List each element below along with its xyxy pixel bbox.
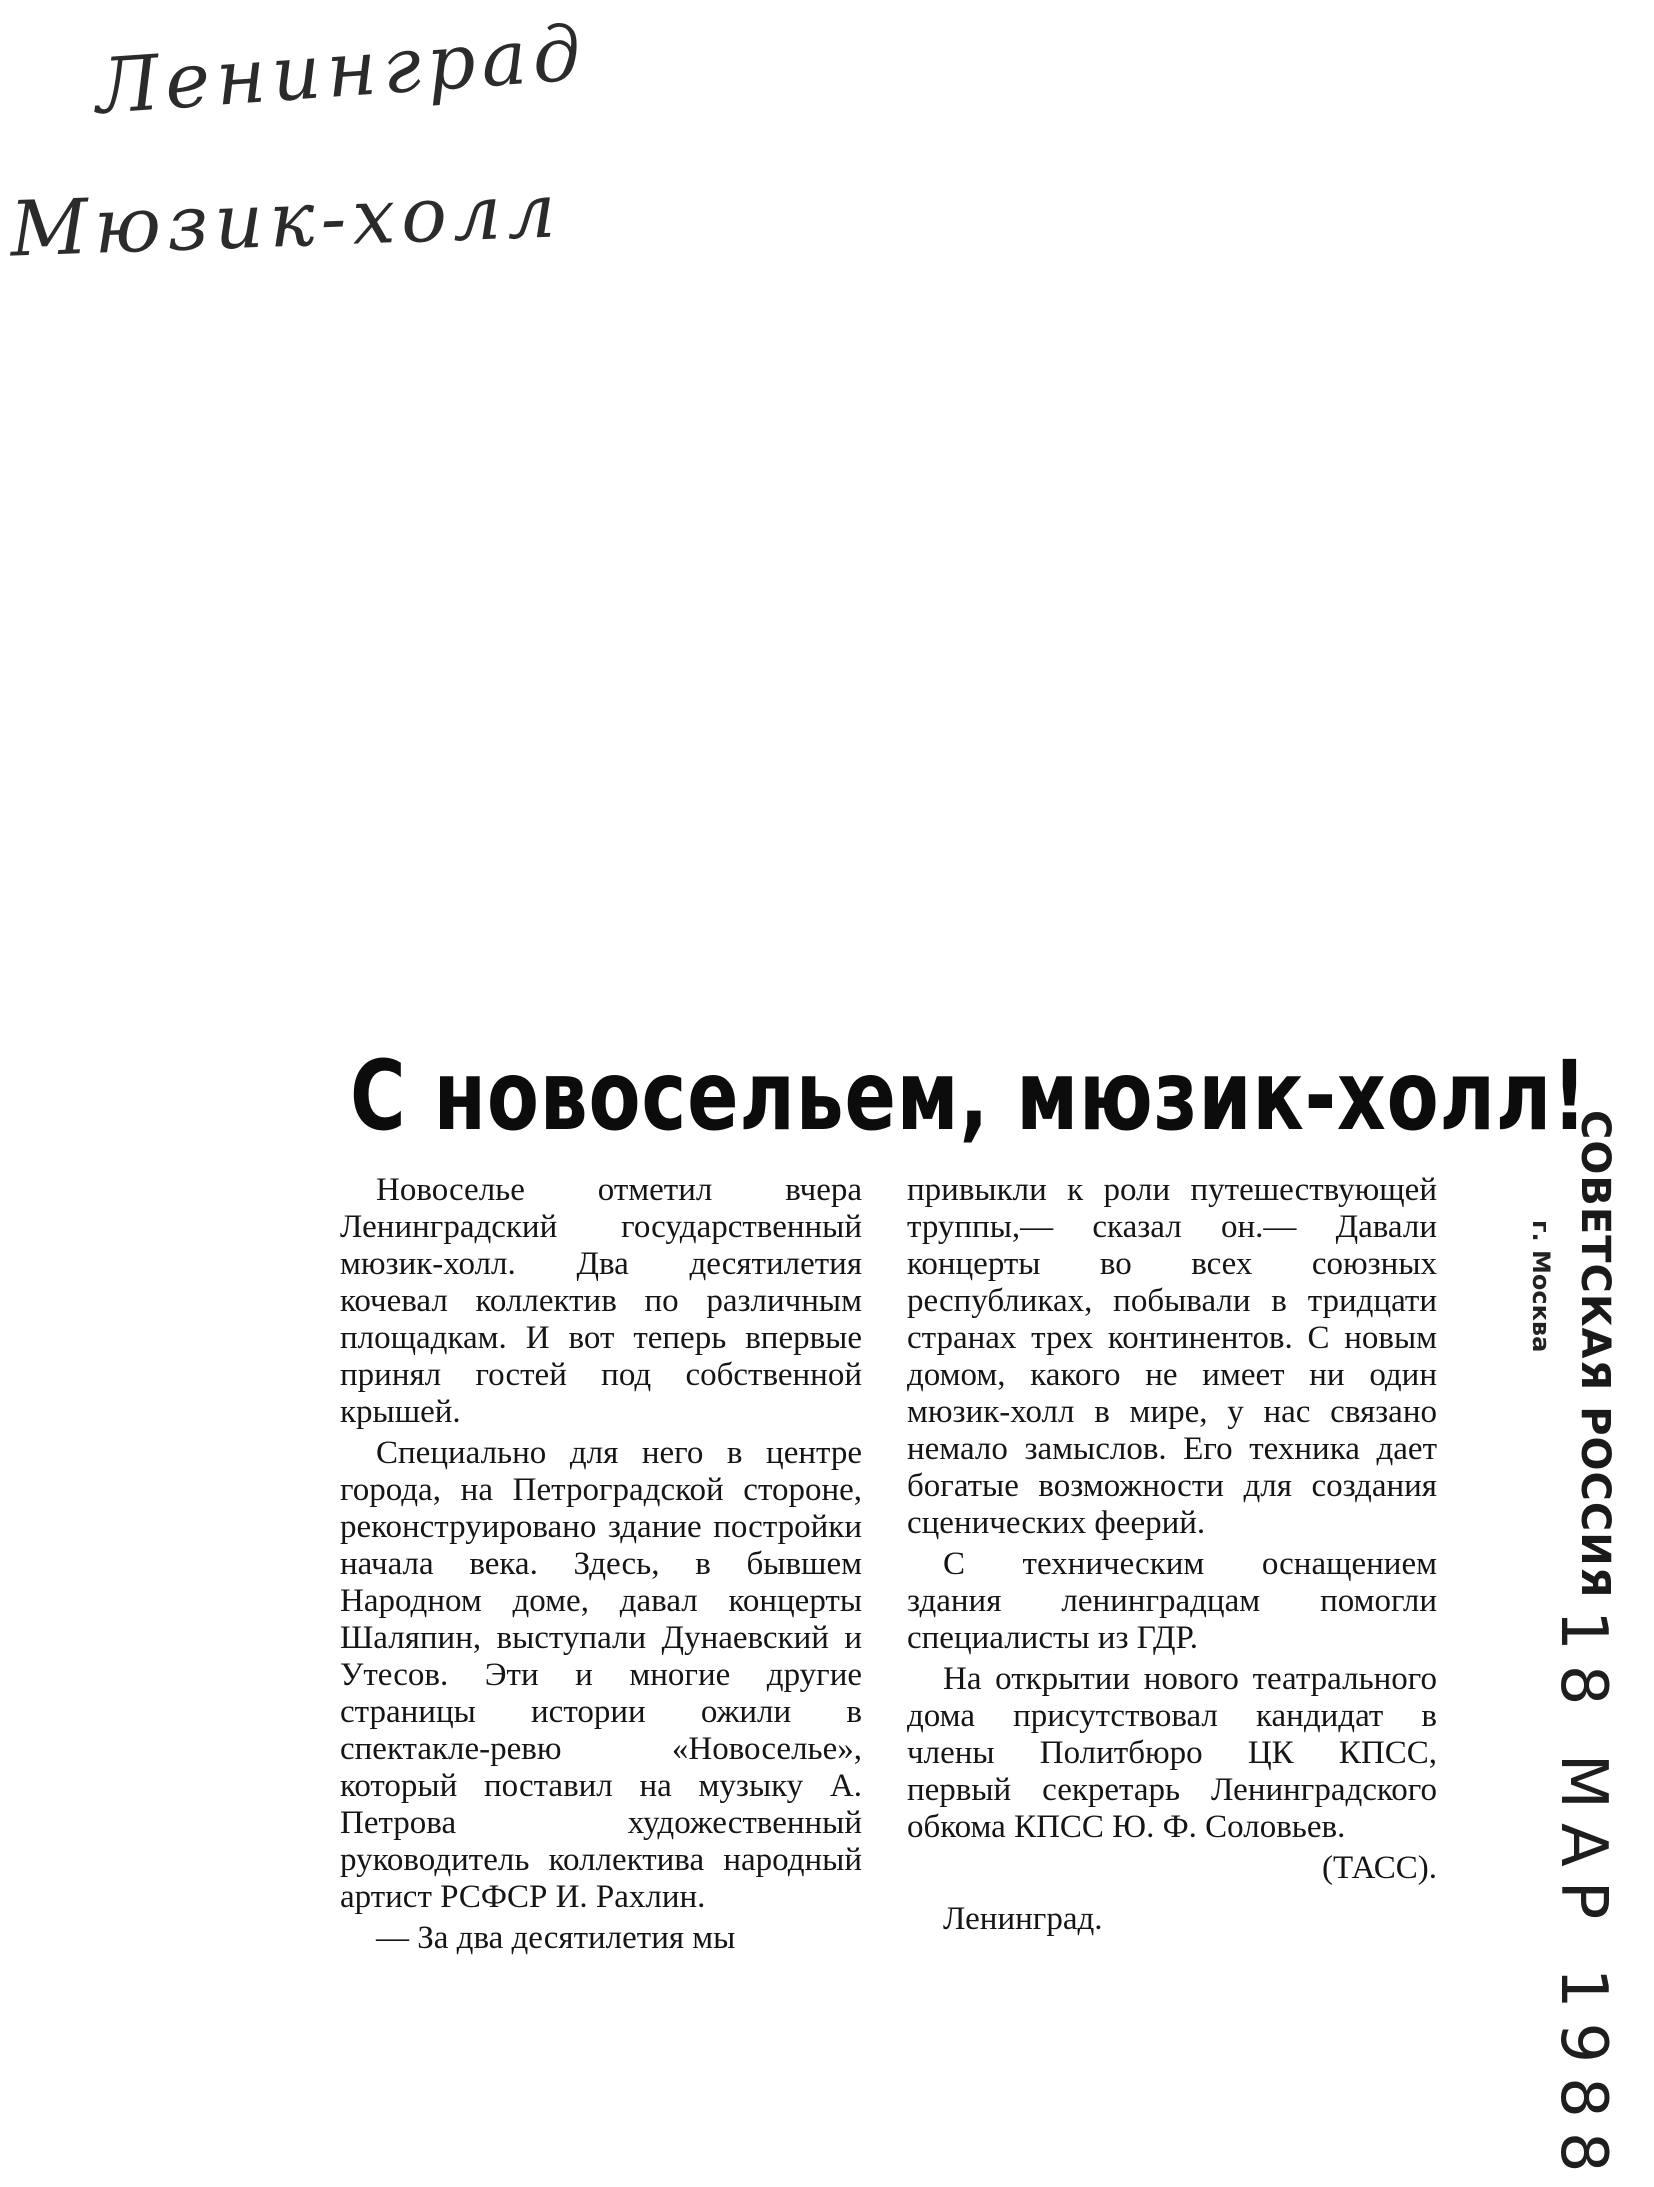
paragraph: Специально для него в центре города, на Петроградской стороне, реконструировано здание постройки начала века. Здесь, в бывшем Народном доме, давал концерты Шаляпин, выступали Дунаевский и Утесов. Эти и многие другие страницы истории ожили в спектакле-ревю «Новоселье», который поставил на музыку А. Петрова художественный руководитель коллектива народный артист РСФСР И. Рахлин. (340, 1435, 862, 1915)
article-headline: С новосельем, мюзик-холл! (350, 1040, 1588, 1152)
paragraph: С техническим оснащением здания ленинградцам помогли специалисты из ГДР. (907, 1546, 1437, 1656)
article-column-1 (340, 1172, 862, 1961)
article-dateline-city: Ленинград. (943, 1901, 1103, 1937)
stamp-newspaper-name: СОВЕТСКАЯ РОССИЯ (1572, 1110, 1618, 1599)
stamp-date: 18 МАР 1988 (1546, 1610, 1620, 2187)
handwritten-note-line1: Ленинград (92, 7, 590, 132)
paragraph: Новоселье отметил вчера Ленинградский государственный мюзик-холл. Два десятилетия кочевал коллектив по различным площадкам. И вот теперь впервые принял гостей под собственной крышей. (340, 1172, 862, 1430)
paragraph: — За два десятилетия мы (376, 1920, 736, 1956)
article-source: (ТАСС). (1322, 1850, 1437, 1886)
handwritten-note-line2: Мюзик-холл (8, 165, 563, 274)
paragraph: привыкли к роли путешествующей труппы,— сказал он.— Давали концерты во всех союзных республиках, побывали в тридцати странах трех континентов. С новым домом, какого не имеет ни один мюзик-холл в мире, у нас связано немало замыслов. Его техника дает богатые возможности для создания сценических феерий. (907, 1172, 1437, 1541)
article-column-2 (907, 1172, 1437, 1942)
stamp-city: г. Москва (1527, 1220, 1555, 1353)
clipping-stamp (1500, 1110, 1650, 2187)
paragraph: На открытии нового театрального дома присутствовал кандидат в члены Политбюро ЦК КПСС, первый секретарь Ленинградского обкома КПСС Ю. Ф. Соловьев. (907, 1661, 1437, 1845)
